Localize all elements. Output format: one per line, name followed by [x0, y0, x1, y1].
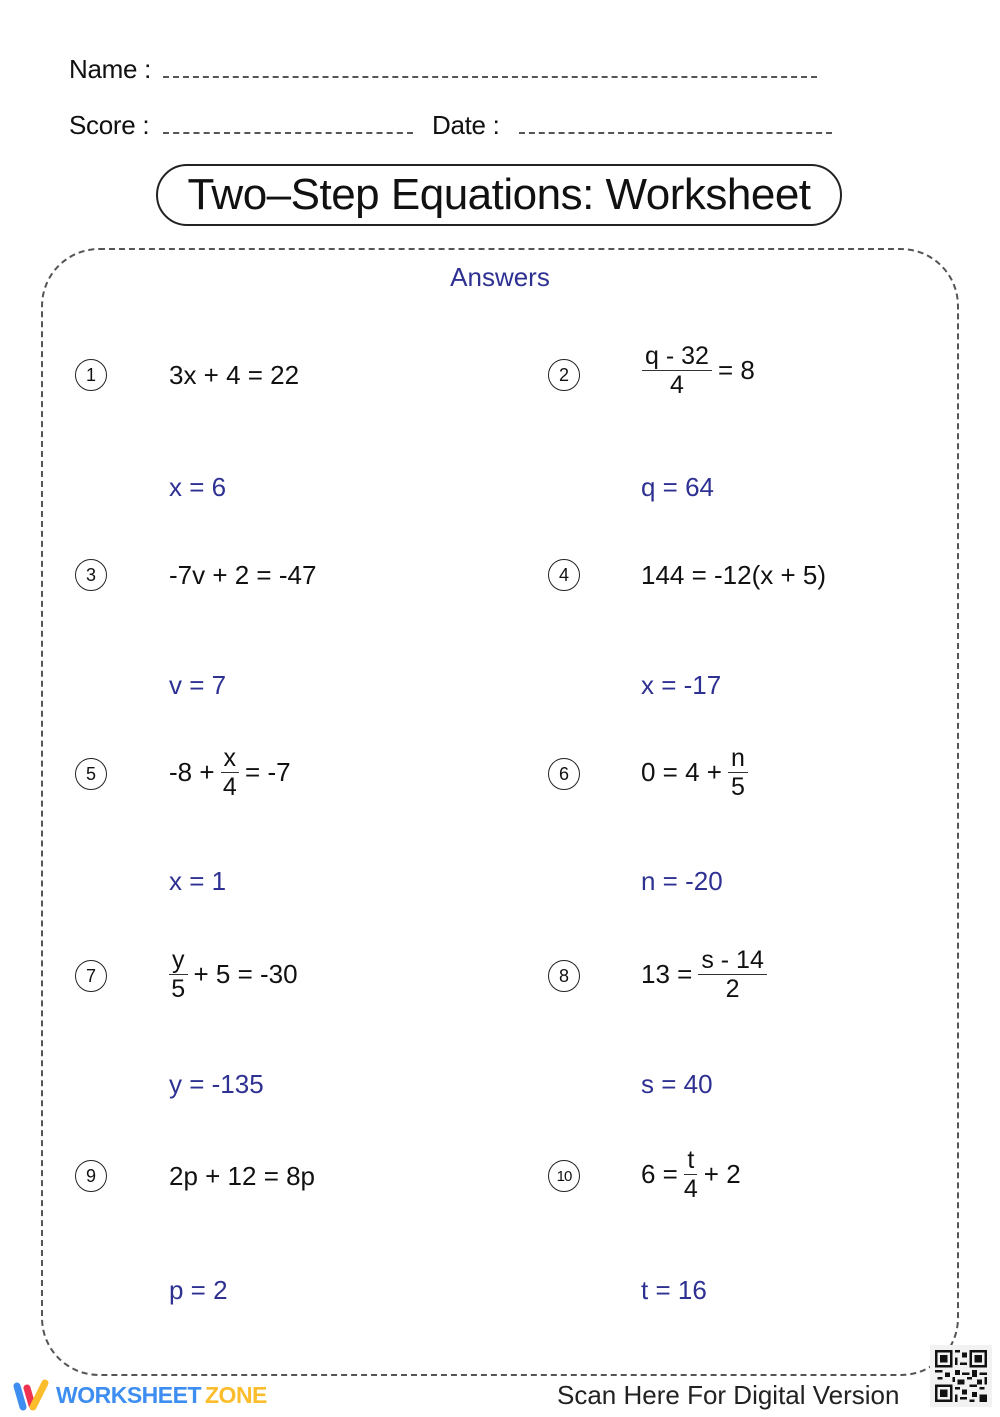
equation-8	[641, 946, 773, 1003]
equation-9: 2p + 12 = 8p	[169, 1160, 316, 1191]
title-banner	[156, 164, 842, 226]
equation-4: 144 = -12(x + 5)	[641, 559, 826, 590]
worksheetzone-logo[interactable]	[10, 1378, 267, 1412]
denominator: 2	[725, 975, 740, 1003]
equation-3: -7v + 2 = -47	[169, 559, 317, 590]
equation-7	[163, 946, 298, 1003]
answer-2: q = 64	[641, 472, 715, 502]
problem-number-3: 3	[75, 559, 107, 591]
equation-left: 0 = 4 +	[641, 757, 722, 787]
problem-number-4: 4	[548, 559, 580, 591]
worksheetzone-logo-icon	[10, 1378, 50, 1412]
qr-code-icon[interactable]	[930, 1345, 992, 1407]
brand-text-worksheet: WORKSHEET	[56, 1381, 201, 1408]
numerator: q - 32	[642, 342, 712, 371]
problem-number-8: 8	[548, 960, 580, 992]
denominator: 4	[670, 371, 684, 399]
numerator: s - 14	[698, 946, 767, 975]
numerator: x	[221, 744, 240, 773]
answer-5: x = 1	[169, 866, 227, 896]
denominator: 4	[683, 1175, 698, 1203]
answer-6: n = -20	[641, 866, 723, 896]
page-title: Two–Step Equations: Worksheet	[187, 170, 811, 219]
problem-number-10: 10	[548, 1160, 580, 1192]
date-field[interactable]	[519, 132, 832, 134]
fraction	[698, 946, 767, 1003]
fraction	[169, 946, 188, 1003]
equation-left: 13 =	[641, 959, 693, 989]
equation-right: + 5 = -30	[193, 959, 298, 989]
answers-frame	[41, 248, 959, 1376]
scan-instruction: Scan Here For Digital Version	[557, 1380, 900, 1410]
equation-left: 6 =	[641, 1159, 678, 1189]
fraction	[221, 744, 240, 801]
equation-5	[169, 744, 291, 801]
equation-10	[641, 1146, 741, 1203]
equation-right: = -7	[245, 757, 291, 787]
numerator: y	[169, 946, 188, 975]
denominator: 4	[222, 773, 237, 801]
name-field[interactable]	[163, 76, 817, 78]
problem-number-6: 6	[548, 758, 580, 790]
equation-left: -8 +	[169, 757, 215, 787]
equation-right: = 8	[717, 355, 755, 385]
problem-number-2: 2	[548, 359, 580, 391]
score-label: Score :	[69, 110, 150, 140]
fraction	[684, 1146, 698, 1203]
answer-10: t = 16	[641, 1275, 707, 1305]
numerator: n	[728, 744, 748, 773]
denominator: 5	[730, 773, 745, 801]
answer-4: x = -17	[641, 670, 722, 700]
answers-heading: Answers	[450, 262, 550, 292]
problem-number-5: 5	[75, 758, 107, 790]
name-label: Name :	[69, 54, 152, 84]
equation-6	[641, 744, 754, 801]
brand-text-zone: ZONE	[205, 1381, 267, 1408]
equation-right: + 2	[703, 1159, 741, 1189]
problem-number-9: 9	[75, 1160, 107, 1192]
equation-2	[636, 342, 755, 399]
answer-9: p = 2	[169, 1275, 228, 1305]
numerator: t	[684, 1146, 697, 1175]
equation-1: 3x + 4 = 22	[169, 359, 300, 390]
problem-number-7: 7	[75, 960, 107, 992]
fraction	[728, 744, 748, 801]
answer-8: s = 40	[641, 1069, 713, 1099]
problem-number-1: 1	[75, 359, 107, 391]
denominator: 5	[171, 975, 186, 1003]
fraction	[642, 342, 712, 399]
answer-7: y = -135	[169, 1069, 264, 1099]
answer-3: v = 7	[169, 670, 227, 700]
date-label: Date :	[432, 110, 500, 140]
answer-1: x = 6	[169, 472, 227, 502]
score-field[interactable]	[163, 132, 413, 134]
